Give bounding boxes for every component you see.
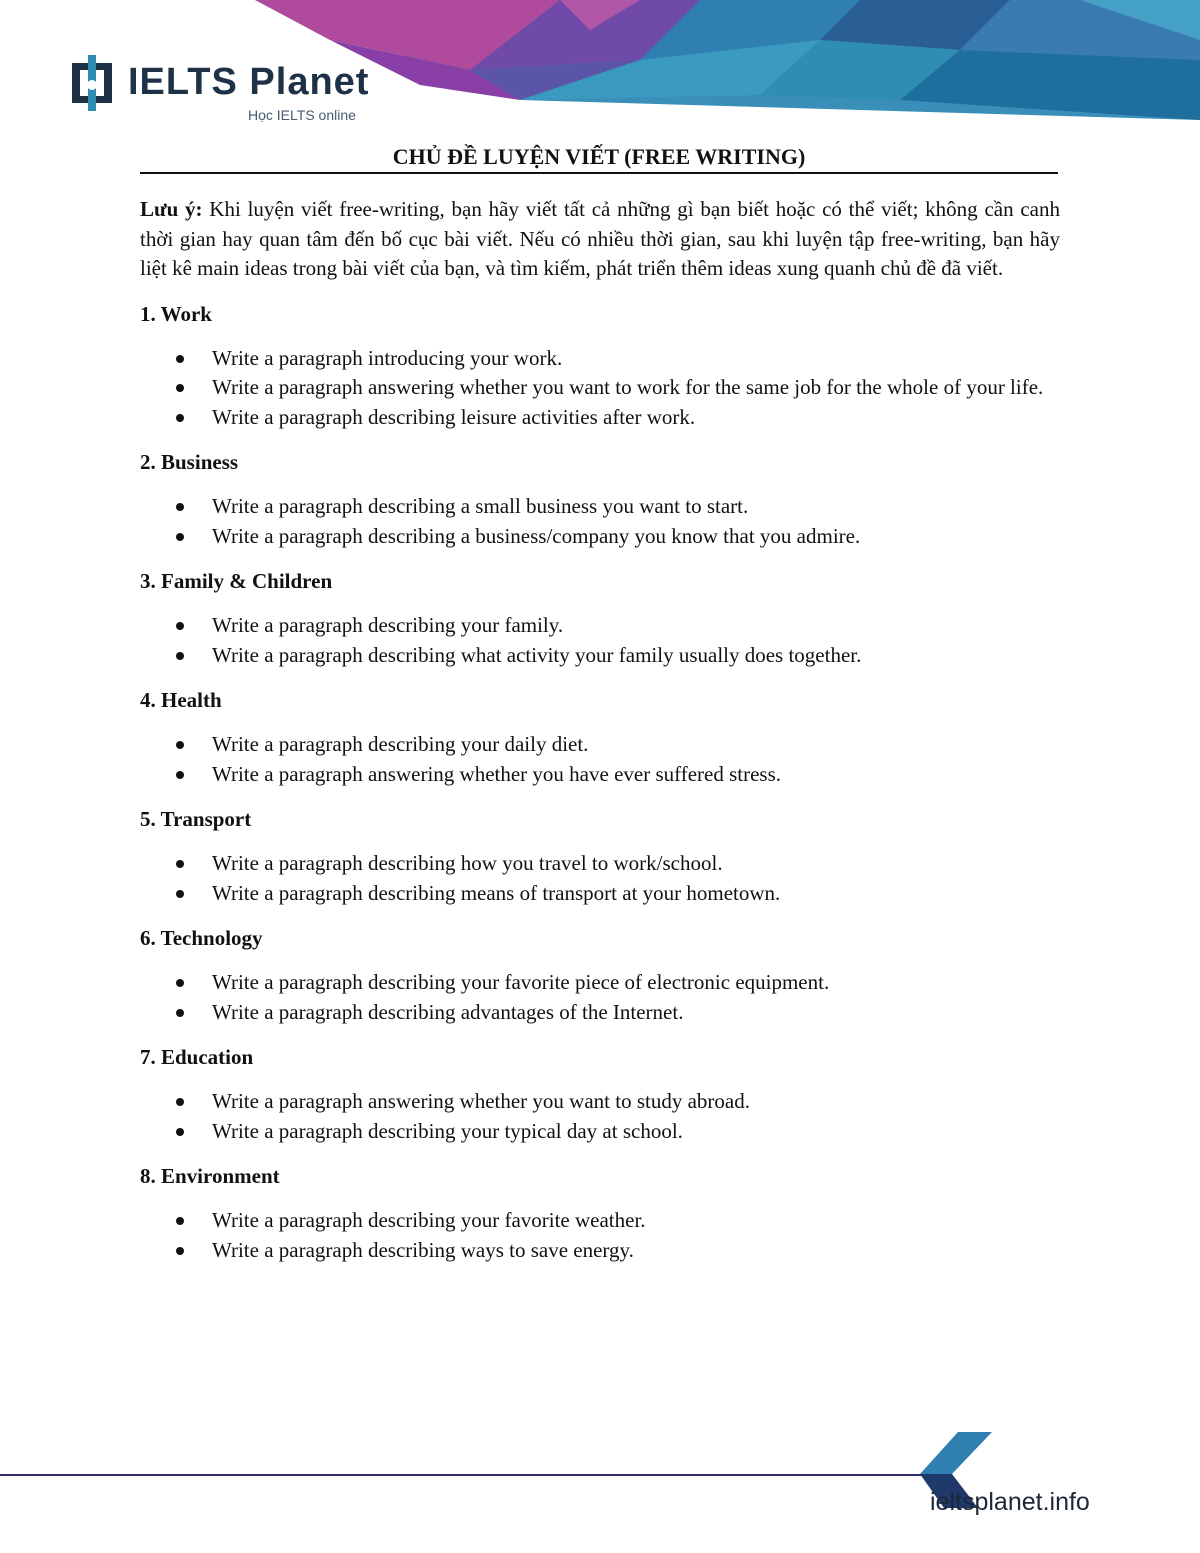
list-item-text: Write a paragraph answering whether you want to work for the same job for the whole of your life. [212, 375, 1044, 399]
document-body [140, 195, 1060, 1265]
bullet-icon [176, 652, 184, 660]
list-item [140, 344, 1060, 374]
note-text: Khi luyện viết free-writing, bạn hãy viết tất cả những gì bạn biết hoặc có thể viết; không cần canh thời gian hay quan tâm đến bố cục bài viết. Nếu có nhiều thời gian, sau khi luyện tập free-writing, bạn hãy liệt kê main ideas trong bài viết của bạn, và tìm kiếm, phát triển thêm ideas xung quanh chủ đề đã viết. [140, 197, 1060, 280]
note-paragraph [140, 195, 1060, 284]
brand-tagline: Học IELTS online [248, 107, 356, 123]
list-item-text: Write a paragraph describing how you travel to work/school. [212, 851, 723, 875]
section-task-list [140, 344, 1060, 433]
list-item [140, 373, 1060, 403]
footer-divider [0, 1474, 925, 1476]
section-title: 1. Work [140, 301, 212, 326]
section-task-list [140, 1206, 1060, 1265]
bullet-icon [176, 503, 184, 511]
list-item [140, 998, 1060, 1028]
bullet-icon [176, 1009, 184, 1017]
list-item [140, 1117, 1060, 1147]
list-item [140, 522, 1060, 552]
topic-sections [140, 300, 1060, 1266]
list-item [140, 641, 1060, 671]
list-item-text: Write a paragraph describing your family. [212, 613, 564, 637]
list-item [140, 879, 1060, 909]
list-item-text: Write a paragraph describing leisure activities after work. [212, 404, 696, 429]
bullet-icon [176, 890, 184, 898]
list-item-text: Write a paragraph describing your favorite piece of electronic equipment. [212, 970, 830, 994]
list-item [140, 1206, 1060, 1236]
section-task-list [140, 1087, 1060, 1146]
section-title: 8. Environment [140, 1164, 280, 1188]
bullet-icon [176, 355, 184, 363]
list-item-text: Write a paragraph answering whether you want to study abroad. [212, 1089, 750, 1113]
page-title: CHỦ ĐỀ LUYỆN VIẾT (FREE WRITING) [140, 144, 1058, 174]
brand-logo [70, 55, 400, 125]
section-title: 4. Health [140, 688, 222, 712]
list-item-text: Write a paragraph describing a small business you want to start. [212, 494, 749, 518]
bullet-icon [176, 622, 184, 630]
bullet-icon [176, 1217, 184, 1225]
list-item [140, 492, 1060, 522]
bullet-icon [176, 533, 184, 541]
bullet-icon [176, 979, 184, 987]
list-item-text: Write a paragraph describing your typical day at school. [212, 1118, 683, 1143]
bullet-icon [176, 414, 184, 422]
section-task-list [140, 968, 1060, 1027]
list-item [140, 849, 1060, 879]
brand-name: IELTS Planet [128, 61, 370, 103]
list-item [140, 968, 1060, 998]
note-label: Lưu ý: [140, 197, 203, 221]
list-item [140, 730, 1060, 760]
section-title: 3. Family & Children [140, 569, 333, 593]
bullet-icon [176, 741, 184, 749]
list-item-text: Write a paragraph describing means of transport at your hometown. [212, 880, 781, 905]
section-title: 6. Technology [140, 926, 263, 950]
section-task-list [140, 849, 1060, 908]
list-item-text: Write a paragraph describing ways to save energy. [212, 1237, 634, 1262]
logo-mark-icon [70, 55, 114, 111]
bullet-icon [176, 1247, 184, 1255]
list-item [140, 760, 1060, 790]
section-task-list [140, 730, 1060, 789]
list-item [140, 611, 1060, 641]
section-task-list [140, 611, 1060, 670]
section-title: 7. Education [140, 1045, 254, 1069]
list-item-text: Write a paragraph describing what activity your family usually does together. [212, 642, 862, 667]
bullet-icon [176, 771, 184, 779]
bullet-icon [176, 860, 184, 868]
list-item-text: Write a paragraph describing a business/company you know that you admire. [212, 523, 861, 548]
list-item-text: Write a paragraph describing your daily diet. [212, 732, 589, 756]
list-item [140, 403, 1060, 433]
section-title: 2. Business [140, 450, 239, 474]
list-item-text: Write a paragraph introducing your work. [212, 345, 563, 370]
bullet-icon [176, 1098, 184, 1106]
list-item-text: Write a paragraph describing advantages of the Internet. [212, 999, 684, 1024]
list-item-text: Write a paragraph answering whether you have ever suffered stress. [212, 761, 782, 786]
footer-website: ieltsplanet.info [930, 1488, 1090, 1516]
list-item [140, 1236, 1060, 1266]
list-item [140, 1087, 1060, 1117]
section-title: 5. Transport [140, 807, 252, 831]
bullet-icon [176, 384, 184, 392]
bullet-icon [176, 1128, 184, 1136]
section-task-list [140, 492, 1060, 551]
list-item-text: Write a paragraph describing your favorite weather. [212, 1208, 646, 1232]
